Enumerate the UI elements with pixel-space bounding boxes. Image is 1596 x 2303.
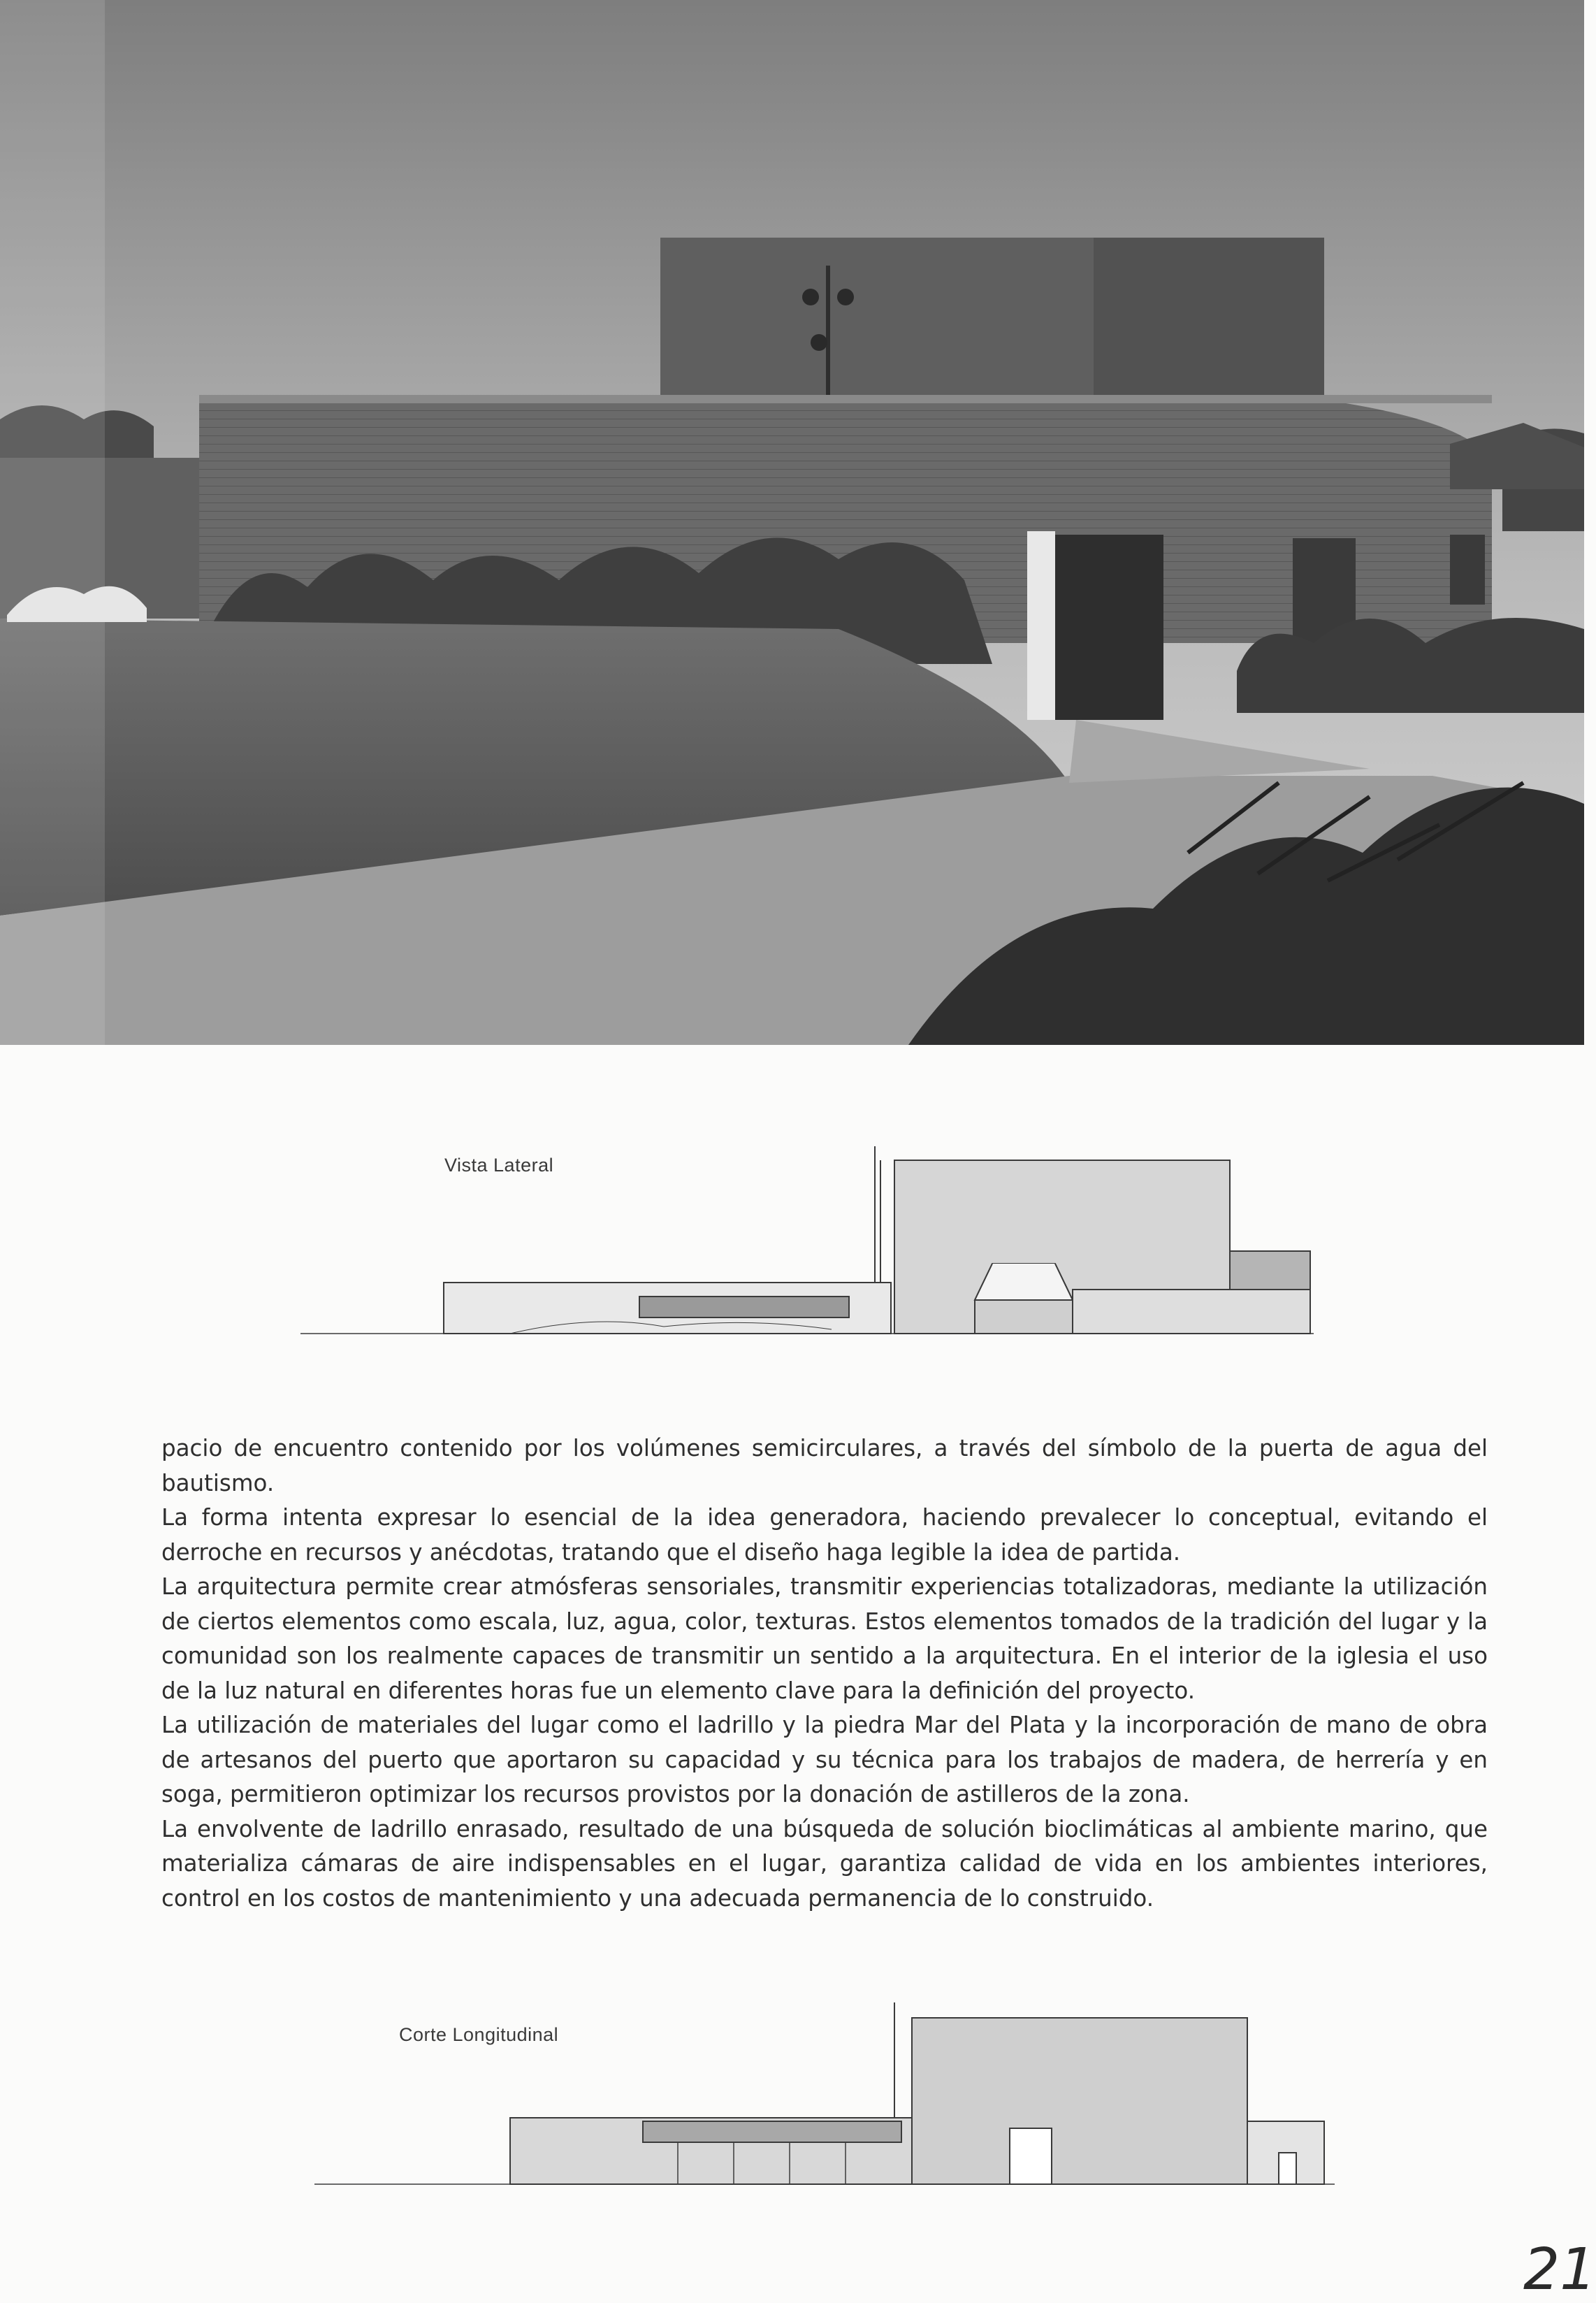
paragraph: La forma intenta expresar lo esencial de la idea generadora, haciendo prevalecer lo conceptual, evitando el derroche en recursos y anécdotas, tratando que el diseño haga legible la idea de partida. [161, 1504, 1488, 1566]
paragraph: La utilización de materiales del lugar como el ladrillo y la piedra Mar del Plata y la incorporación de mano de obra de artesanos del puerto que aportaron su capacidad y su técnica para los trabajos de madera, de herrería y en soga, permitieron optimizar los recursos provistos por la donación de astilleros de la zona. [161, 1712, 1488, 1807]
side-elevation-drawing [300, 1139, 1314, 1366]
paragraph: La arquitectura permite crear atmósferas sensoriales, transmitir experiencias totalizadoras, mediante la utilización de ciertos elementos como escala, luz, agua, color, texturas. Estos elementos tomados de la tradición del lugar y la comunidad son los realmente capaces de transmitir un sentido a la arquitectura. En el interior de la iglesia el uso de la luz natural en diferentes horas fue un elemento clave para la definición del proyecto. [161, 1573, 1488, 1704]
section-label: Corte Longitudinal [399, 2024, 559, 2045]
longitudinal-section-drawing [314, 1995, 1335, 2202]
body-text [161, 1431, 1488, 1916]
side-view-label: Vista Lateral [444, 1155, 554, 1176]
building-photo [0, 0, 1584, 1045]
page-number: 21 [1523, 2237, 1596, 2303]
paragraph: pacio de encuentro contenido por los volúmenes semicirculares, a través del símbolo de la puerta de agua del bautismo. [161, 1435, 1488, 1496]
paragraph: La envolvente de ladrillo enrasado, resultado de una búsqueda de solución bioclimáticas al ambiente marino, que materializa cámaras de aire indispensables en el lugar, garantiza calidad de vida en los ambientes interiores, control en los costos de mantenimiento y una adecuada permanencia de lo construido. [161, 1815, 1488, 1912]
